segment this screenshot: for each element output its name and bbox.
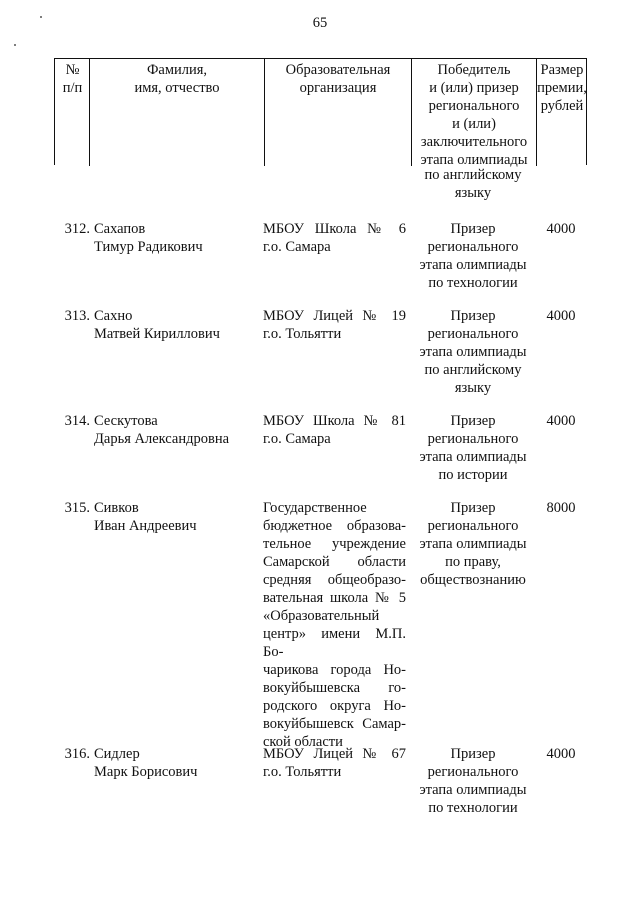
- school: МБОУ Лицей № 19 г.о. Тольятти: [263, 308, 406, 342]
- school: МБОУ Школа № 81 г.о. Самара: [263, 413, 406, 447]
- prize-amount: 4000: [546, 308, 576, 324]
- header-num: № п/п: [62, 62, 83, 96]
- student-name: Сахно Матвей Кириллович: [94, 308, 220, 342]
- award-status: Призер регионального этапа олимпиады по технологии: [419, 221, 527, 291]
- award-status: Призер регионального этапа олимпиады по праву, обществознанию: [419, 500, 527, 588]
- header-org: Образовательная организация: [285, 62, 391, 96]
- prize-amount: 4000: [546, 221, 576, 237]
- award-status: Призер регионального этапа олимпиады по английскому языку: [419, 308, 527, 396]
- page-number: 65: [312, 15, 328, 31]
- header-name: Фамилия, имя, отчество: [134, 62, 220, 96]
- table-header: [54, 58, 587, 168]
- prize-amount: 4000: [546, 746, 576, 762]
- student-name: Сидлер Марк Борисович: [94, 746, 198, 780]
- scan-speck: [14, 44, 16, 46]
- school: Государственное бюджетное образова- тельное учреждение Самарской области средняя общеобразо- вательная школа № 5 «Образовательный центр» имени М.П. Бо- чарикова города Но- вокуйбышевска го- родского округа Но- вокуйбышевск Самар- ской области: [263, 500, 406, 750]
- header-winner: Победитель и (или) призер регионального и (или) заключительного этапа олимпиады: [420, 62, 528, 168]
- header-winner-continuation: по английскому языку: [424, 167, 522, 201]
- student-name: Сескутова Дарья Александровна: [94, 413, 230, 447]
- award-status: Призер регионального этапа олимпиады по технологии: [419, 746, 527, 816]
- prize-amount: 4000: [546, 413, 576, 429]
- header-prize: Размер премии, рублей: [537, 62, 587, 114]
- prize-amount: 8000: [546, 500, 576, 516]
- row-number: 312.: [64, 221, 90, 237]
- row-number: 314.: [64, 413, 90, 429]
- row-number: 313.: [64, 308, 90, 324]
- row-number: 316.: [64, 746, 90, 762]
- student-name: Сахапов Тимур Радикович: [94, 221, 203, 255]
- student-name: Сивков Иван Андреевич: [94, 500, 197, 534]
- school: МБОУ Школа № 6 г.о. Самара: [263, 221, 406, 255]
- row-number: 315.: [64, 500, 90, 516]
- award-status: Призер регионального этапа олимпиады по истории: [419, 413, 527, 483]
- school: МБОУ Лицей № 67 г.о. Тольятти: [263, 746, 406, 780]
